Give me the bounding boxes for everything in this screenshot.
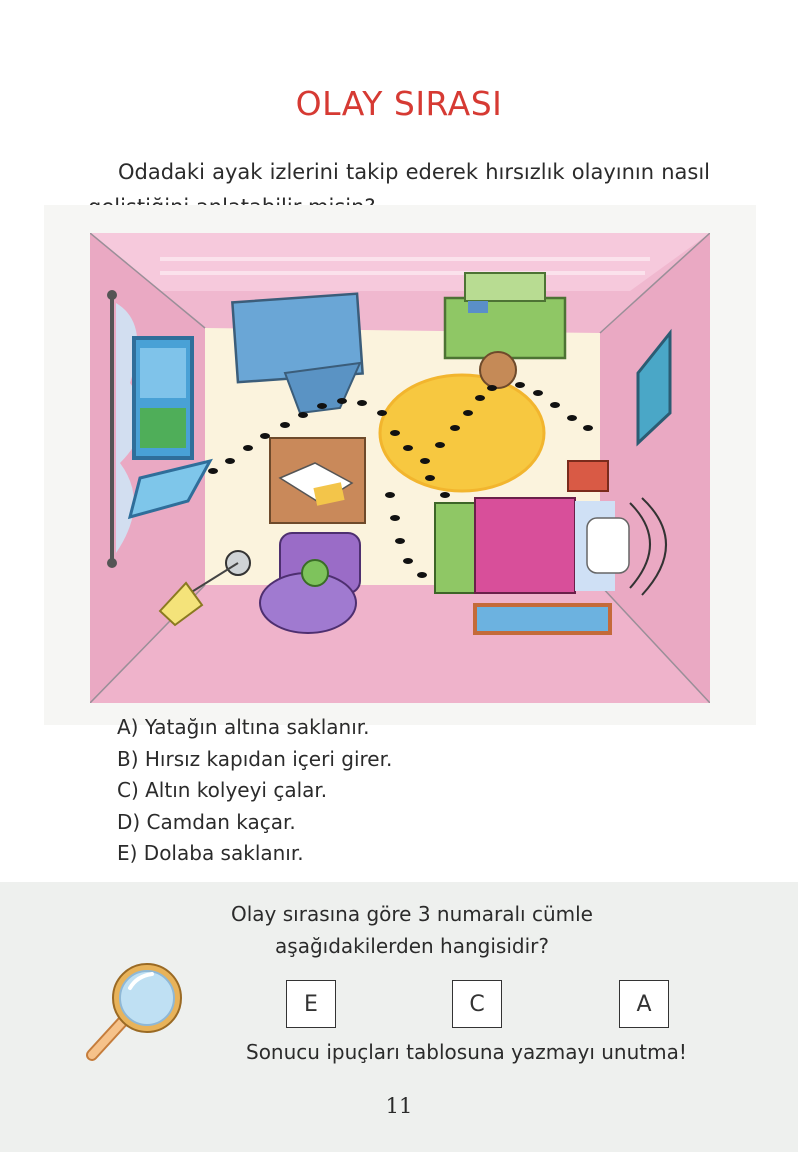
option-c: C) Altın kolyeyi çalar. (117, 778, 328, 802)
magnifying-glass-icon (82, 960, 192, 1065)
intro-text: Odadaki ayak izlerini takip ederek hırsızlık olayının nasıl (118, 160, 710, 184)
page-number: 11 (385, 1094, 413, 1118)
question-line-1: Olay sırasına göre 3 numaralı cümle (231, 902, 593, 926)
answer-letter: E (304, 991, 318, 1017)
page-title: OLAY SIRASI (295, 84, 503, 123)
answer-box-a[interactable] (619, 980, 669, 1028)
reminder-text: Sonucu ipuçları tablosuna yazmayı unutma! (246, 1040, 687, 1064)
option-d: D) Camdan kaçar. (117, 809, 296, 834)
option-b: B) Hırsız kapıdan içeri girer. (117, 746, 393, 771)
answer-options-list (117, 712, 392, 870)
option-a: A) Yatağın altına saklanır. (117, 715, 370, 739)
answer-letter: C (469, 991, 485, 1017)
option-e: E) Dolaba saklanır. (117, 841, 304, 865)
answer-box-c[interactable] (452, 980, 502, 1028)
room-illustration (90, 233, 710, 703)
question-text (0, 898, 798, 962)
answer-letter: A (636, 991, 652, 1017)
answer-box-e[interactable] (286, 980, 336, 1028)
question-line-2: aşağıdakilerden hangisidir? (275, 934, 549, 958)
